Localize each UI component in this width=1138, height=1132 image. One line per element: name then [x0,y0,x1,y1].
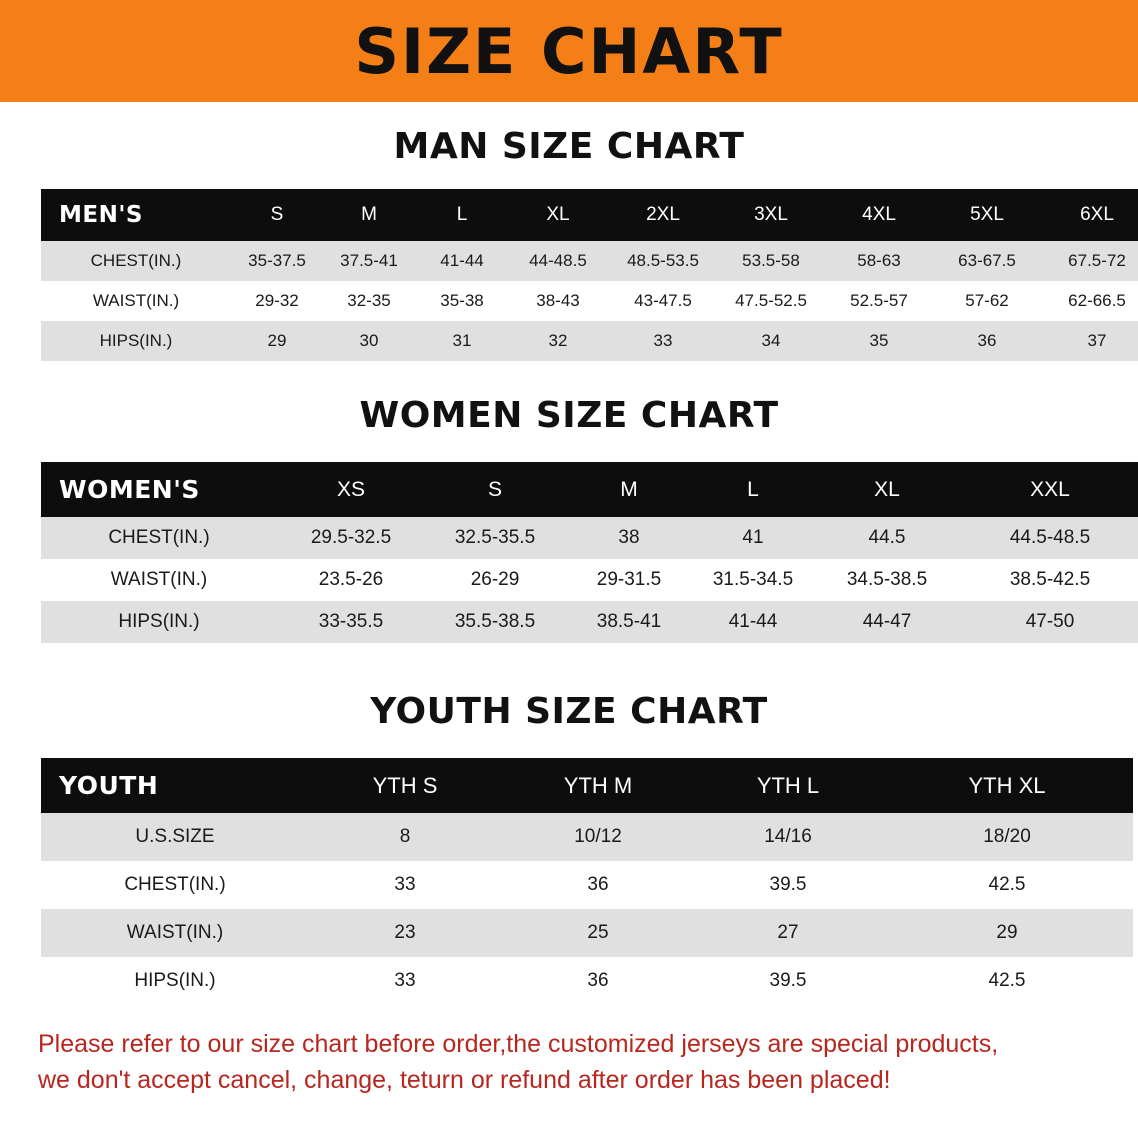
table-header-cell: M [620,477,638,501]
table-cell: 44-48.5 [529,251,587,270]
table-header-cell: XL [546,204,570,225]
table-row [41,813,1133,861]
table-cell: 44-47 [862,611,912,632]
table-cell: 35-37.5 [248,251,306,270]
table-header-cell: YTH M [563,772,633,798]
table-cell: 33 [394,970,416,991]
table-cell: 37.5-41 [340,251,398,270]
table-cell: 26-29 [470,569,520,590]
table-cell: 38-43 [536,291,580,310]
table-cell: 47.5-52.5 [735,291,807,310]
youth-size-table [41,758,1133,1005]
table-cell: 48.5-53.5 [627,251,699,270]
table-cell: 23.5-26 [318,569,384,590]
table-cell: 29 [267,331,287,350]
table-header-cell: YTH S [372,772,438,798]
table-row [41,559,1138,601]
table-cell: 14/16 [764,826,812,847]
row-label: CHEST(IN.) [90,251,182,270]
table-cell: 33 [394,874,416,895]
row-label: WAIST(IN.) [126,922,224,943]
table-row [41,517,1138,559]
women-table-wrap [0,462,1138,643]
table-cell: 35-38 [440,291,484,310]
table-row [41,281,1138,321]
table-header-cell: WOMEN'S [59,475,200,504]
table-cell: 41-44 [728,611,778,632]
women-size-table [41,462,1138,643]
table-cell: 30 [359,331,379,350]
table-header-cell: 5XL [970,204,1004,225]
table-header-cell: M [361,204,377,225]
table-header-row [41,462,1138,517]
youth-table-wrap [0,758,1138,1005]
table-header-cell: 2XL [646,204,680,225]
table-header-cell: S [270,204,284,225]
table-header-cell: XS [336,477,365,501]
table-row [41,601,1138,643]
row-label: WAIST(IN.) [110,569,208,590]
table-cell: 67.5-72 [1068,251,1126,270]
table-row [41,241,1138,281]
table-header-cell: S [487,477,502,501]
table-cell: 42.5 [988,874,1026,895]
man-table-wrap [0,189,1138,361]
table-cell: 8 [399,826,411,847]
row-label: HIPS(IN.) [99,331,173,350]
table-cell: 43-47.5 [634,291,692,310]
table-cell: 10/12 [574,826,622,847]
table-cell: 23 [394,922,416,943]
table-cell: 35 [869,331,889,350]
table-cell: 33 [653,331,673,350]
table-header-cell: YTH L [756,772,820,798]
row-label: HIPS(IN.) [134,970,216,991]
table-cell: 53.5-58 [742,251,800,270]
table-header-cell: L [747,477,759,501]
table-cell: 31.5-34.5 [712,569,794,590]
table-header-row [41,189,1138,241]
table-header-cell: MEN'S [59,202,143,228]
row-label: CHEST(IN.) [108,527,210,548]
table-cell: 36 [977,331,997,350]
table-cell: 29.5-32.5 [310,527,392,548]
table-cell: 58-63 [857,251,901,270]
table-cell: 32-35 [347,291,391,310]
table-header-cell: YTH XL [968,772,1046,798]
table-cell: 52.5-57 [850,291,908,310]
table-cell: 44.5-48.5 [1009,527,1091,548]
youth-section-heading: YOUTH SIZE CHART [370,691,768,732]
table-cell: 63-67.5 [958,251,1016,270]
table-cell: 36 [587,874,609,895]
row-label: WAIST(IN.) [92,291,180,310]
table-cell: 39.5 [769,970,807,991]
table-cell: 42.5 [988,970,1026,991]
table-cell: 29-32 [255,291,299,310]
table-header-cell: 4XL [862,204,896,225]
table-cell: 38.5-42.5 [1009,569,1091,590]
table-header-cell: YOUTH [59,771,159,800]
table-cell: 29 [996,922,1018,943]
table-cell: 33-35.5 [318,611,384,632]
man-size-table [41,189,1138,361]
banner [0,0,1138,102]
page-title: SIZE CHART [354,15,784,88]
table-cell: 47-50 [1025,611,1075,632]
row-label: U.S.SIZE [135,826,215,847]
footer-note [0,1027,1138,1098]
table-row [41,861,1133,909]
table-cell: 27 [777,922,799,943]
table-cell: 18/20 [983,826,1031,847]
table-header-row [41,758,1133,813]
table-header-cell: XXL [1030,477,1070,501]
table-cell: 29-31.5 [596,569,662,590]
table-header-cell: 3XL [754,204,788,225]
table-header-cell: XL [874,477,900,501]
row-label: HIPS(IN.) [118,611,200,632]
man-section-heading: MAN SIZE CHART [393,126,745,167]
footer-note-line-1: Please refer to our size chart before order,the customized jerseys are special products, [38,1030,999,1058]
footer-note-line-2: we don't accept cancel, change, teturn or refund after order has been placed! [38,1065,891,1094]
table-row [41,909,1133,957]
table-cell: 32 [548,331,568,350]
table-cell: 34 [761,331,781,350]
women-section-heading: WOMEN SIZE CHART [359,395,779,436]
table-cell: 34.5-38.5 [846,569,928,590]
table-row [41,957,1133,1005]
table-cell: 32.5-35.5 [454,527,536,548]
row-label: CHEST(IN.) [124,874,226,895]
table-cell: 35.5-38.5 [454,611,536,632]
table-cell: 38.5-41 [596,611,662,632]
table-cell: 37 [1087,331,1107,350]
table-cell: 41-44 [440,251,484,270]
table-cell: 39.5 [769,874,807,895]
table-cell: 36 [587,970,609,991]
table-cell: 44.5 [868,527,906,548]
table-cell: 38 [618,527,640,548]
table-header-cell: 6XL [1080,204,1114,225]
table-cell: 57-62 [965,291,1009,310]
table-cell: 25 [587,922,609,943]
table-cell: 41 [742,527,764,548]
table-cell: 31 [452,331,472,350]
table-cell: 62-66.5 [1068,291,1126,310]
table-header-cell: L [456,204,468,225]
table-row [41,321,1138,361]
